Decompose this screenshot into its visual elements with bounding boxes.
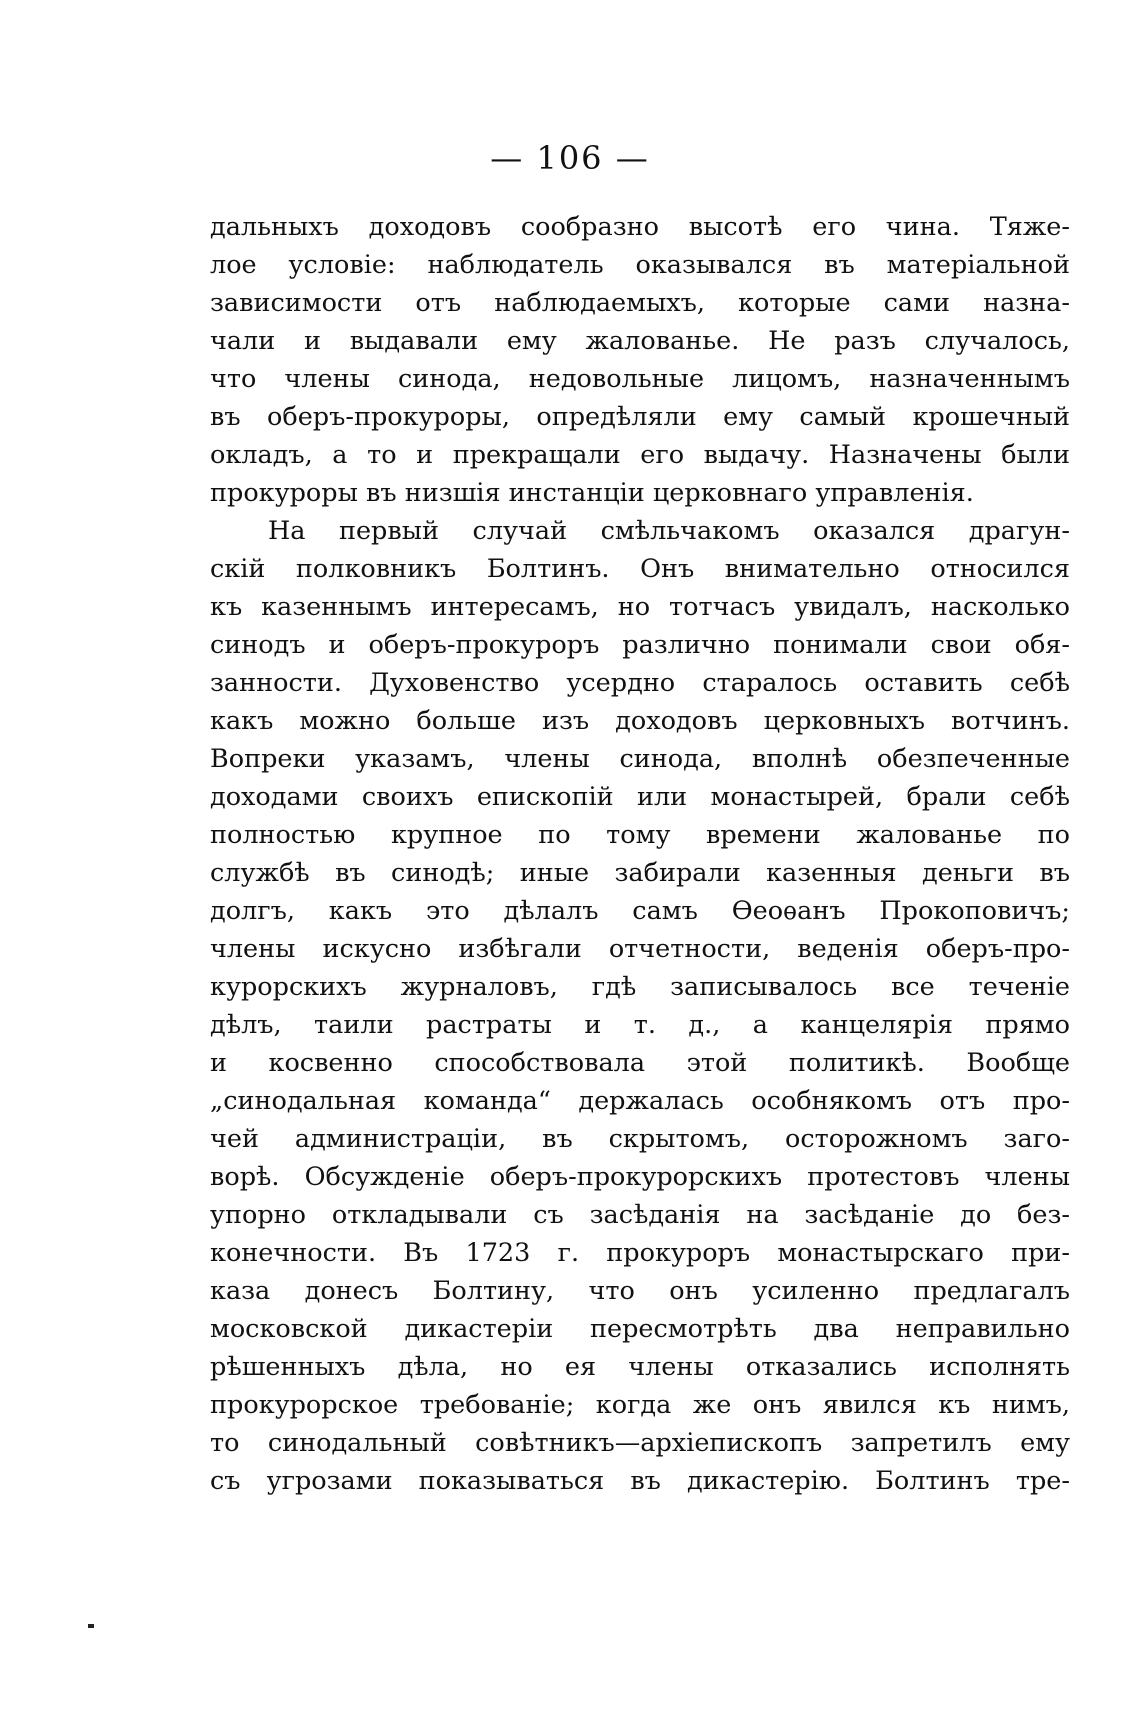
text-line: окладъ, а то и прекращали его выдачу. Назначены были (210, 440, 1070, 470)
text-line: долгъ, какъ это дѣлалъ самъ Ѳеоѳанъ Прокоповичъ; (210, 896, 1070, 926)
text-line: дѣлъ, таили растраты и т. д., а канцелярія прямо (210, 1010, 1070, 1040)
text-line: каза донесъ Болтину, что онъ усиленно предлагалъ (210, 1276, 1070, 1306)
text-line: какъ можно больше изъ доходовъ церковныхъ вотчинъ. (210, 706, 1070, 736)
text-line: Вопреки указамъ, члены синода, вполнѣ обезпеченные (210, 744, 1070, 774)
text-line: На первый случай смѣльчакомъ оказался драгун- (268, 516, 1070, 546)
text-line: конечности. Въ 1723 г. прокуроръ монастырскаго при- (210, 1238, 1070, 1268)
text-line: доходами своихъ епископій или монастырей, брали себѣ (210, 782, 1070, 812)
text-line: и косвенно способствовала этой политикѣ. Вообще (210, 1048, 1070, 1078)
text-line: синодъ и оберъ-прокуроръ различно понимали свои обя- (210, 630, 1070, 660)
text-line: прокуроры въ низшія инстанціи церковнаго управленія. (210, 478, 974, 508)
text-line: лое условіе: наблюдатель оказывался въ матеріальной (210, 250, 1070, 280)
text-line: курорскихъ журналовъ, гдѣ записывалось все теченіе (210, 972, 1070, 1002)
text-line: „синодальная команда“ держалась особнякомъ отъ про- (210, 1086, 1070, 1116)
text-line: что члены синода, недовольные лицомъ, назначеннымъ (210, 364, 1070, 394)
text-line: дальныхъ доходовъ сообразно высотѣ его чина. Тяже- (210, 212, 1070, 242)
text-line: службѣ въ синодѣ; иные забирали казенныя деньги въ (210, 858, 1070, 888)
text-line: скій полковникъ Болтинъ. Онъ внимательно относился (210, 554, 1070, 584)
text-line: прокурорское требованіе; когда же онъ явился къ нимъ, (210, 1390, 1070, 1420)
text-line: зависимости отъ наблюдаемыхъ, которые сами назна- (210, 288, 1070, 318)
text-line: занности. Духовенство усердно старалось оставить себѣ (210, 668, 1070, 698)
text-line: то синодальный совѣтникъ—архіепископъ запретилъ ему (210, 1428, 1070, 1458)
text-line: съ угрозами показываться въ дикастерію. Болтинъ тре- (210, 1466, 1070, 1496)
text-line: члены искусно избѣгали отчетности, веденія оберъ-про- (210, 934, 1070, 964)
body-text (210, 208, 1070, 1500)
text-line: въ оберъ-прокуроры, опредѣляли ему самый крошечный (210, 402, 1070, 432)
text-line: полностью крупное по тому времени жалованье по (210, 820, 1070, 850)
text-line: ворѣ. Обсужденіе оберъ-прокурорскихъ протестовъ члены (210, 1162, 1070, 1192)
margin-mark (88, 1624, 94, 1628)
text-line: московской дикастеріи пересмотрѣть два неправильно (210, 1314, 1070, 1344)
text-line: рѣшенныхъ дѣла, но ея члены отказались исполнять (210, 1352, 1070, 1382)
text-line: упорно откладывали съ засѣданія на засѣданіе до без- (210, 1200, 1070, 1230)
text-line: чей администраціи, въ скрытомъ, осторожномъ заго- (210, 1124, 1070, 1154)
page-number: — 106 — (490, 139, 650, 177)
text-line: чали и выдавали ему жалованье. Не разъ случалось, (210, 326, 1070, 356)
text-line: къ казеннымъ интересамъ, но тотчасъ увидалъ, насколько (210, 592, 1070, 622)
